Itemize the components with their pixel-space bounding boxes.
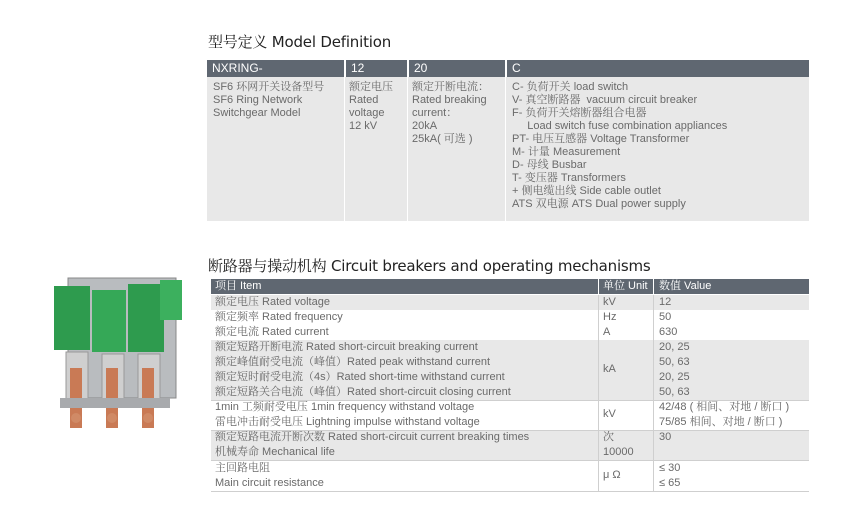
header-unit: 单位 Unit xyxy=(603,280,648,292)
row-item: 机械寿命 Mechanical life xyxy=(215,446,335,458)
table-row xyxy=(211,310,809,325)
circuit-breaker-photo xyxy=(48,268,188,440)
model-header-type: C xyxy=(512,61,521,75)
model-col-voltage: 额定电压 Rated voltage 12 kV xyxy=(349,81,393,132)
table-row xyxy=(211,430,809,445)
breakers-header-row xyxy=(211,279,809,294)
table-row xyxy=(211,461,809,491)
row-unit: kV xyxy=(603,408,616,420)
header-item: 项目 Item xyxy=(215,280,262,292)
row-value: 12 xyxy=(659,296,672,308)
model-col-model: SF6 环网开关设备型号 SF6 Ring Network Switchgear Model xyxy=(213,81,325,119)
row-unit: 次 xyxy=(603,431,614,443)
row-item: 额定频率 Rated frequency xyxy=(215,311,343,323)
model-col-breaking-current: 额定开断电流： Rated breaking current： 20kA 25kA( 可选 ) xyxy=(412,81,489,145)
row-value: 50 xyxy=(659,311,672,323)
table-row xyxy=(211,295,809,310)
model-col-types: C- 负荷开关 load switch V- 真空断路器 vacuum circuit breaker F- 负荷开关熔断器组合电器 Load switch fuse combination appliances PT- 电压互感器 Voltage Transformer M- 计量 Measurement D- 母线 Busbar T- 变压器 Transformers + 侧电缆出线 Side cable outlet ATS 双电源 ATS Dual power supply xyxy=(512,81,728,210)
row-value: 42/48 ( 相间、对地 / 断口 ) 75/85 相间、对地 / 断口 ) xyxy=(659,401,790,428)
model-definition-table xyxy=(207,60,809,221)
row-unit: A xyxy=(603,326,611,338)
row-item: 额定短路开断电流 Rated short-circuit breaking current 额定峰值耐受电流（峰值）Rated peak withstand current 额定短时耐受电流（4s）Rated short-time withstand current 额定短路关合电流（峰值）Rated short-circuit closing current xyxy=(215,341,511,398)
row-value: 20, 25 50, 63 20, 25 50, 63 xyxy=(659,341,690,398)
row-item: 1min 工频耐受电压 1min frequency withstand voltage 雷电冲击耐受电压 Lightning impulse withstand voltage xyxy=(215,401,480,428)
table-row xyxy=(211,325,809,340)
row-value: ≤ 30 ≤ 65 xyxy=(659,462,681,489)
row-value: 30 xyxy=(659,431,672,443)
row-item: 额定电压 Rated voltage xyxy=(215,296,330,308)
model-definition-title: 型号定义 Model Definition xyxy=(208,33,392,51)
row-unit: kA xyxy=(603,363,616,375)
row-value: 630 xyxy=(659,326,678,338)
row-value: 10000 xyxy=(603,446,634,458)
header-value: 数值 Value xyxy=(659,280,712,292)
table-row xyxy=(211,340,809,400)
row-item: 额定短路电流开断次数 Rated short-circuit current breaking times xyxy=(215,431,530,443)
model-header-prefix: NXRING- xyxy=(212,61,263,75)
table-row xyxy=(211,445,809,460)
row-unit: kV xyxy=(603,296,616,308)
row-item: 额定电流 Rated current xyxy=(215,326,329,338)
table-row xyxy=(211,400,809,430)
row-unit: μ Ω xyxy=(603,469,621,481)
model-header-voltage: 12 xyxy=(351,61,365,75)
model-header-row xyxy=(207,60,809,77)
row-item: 主回路电阻 Main circuit resistance xyxy=(215,462,324,489)
breakers-title: 断路器与操动机构 Circuit breakers and operating mechanisms xyxy=(208,257,651,275)
row-unit: Hz xyxy=(603,311,617,323)
model-header-current: 20 xyxy=(414,61,428,75)
